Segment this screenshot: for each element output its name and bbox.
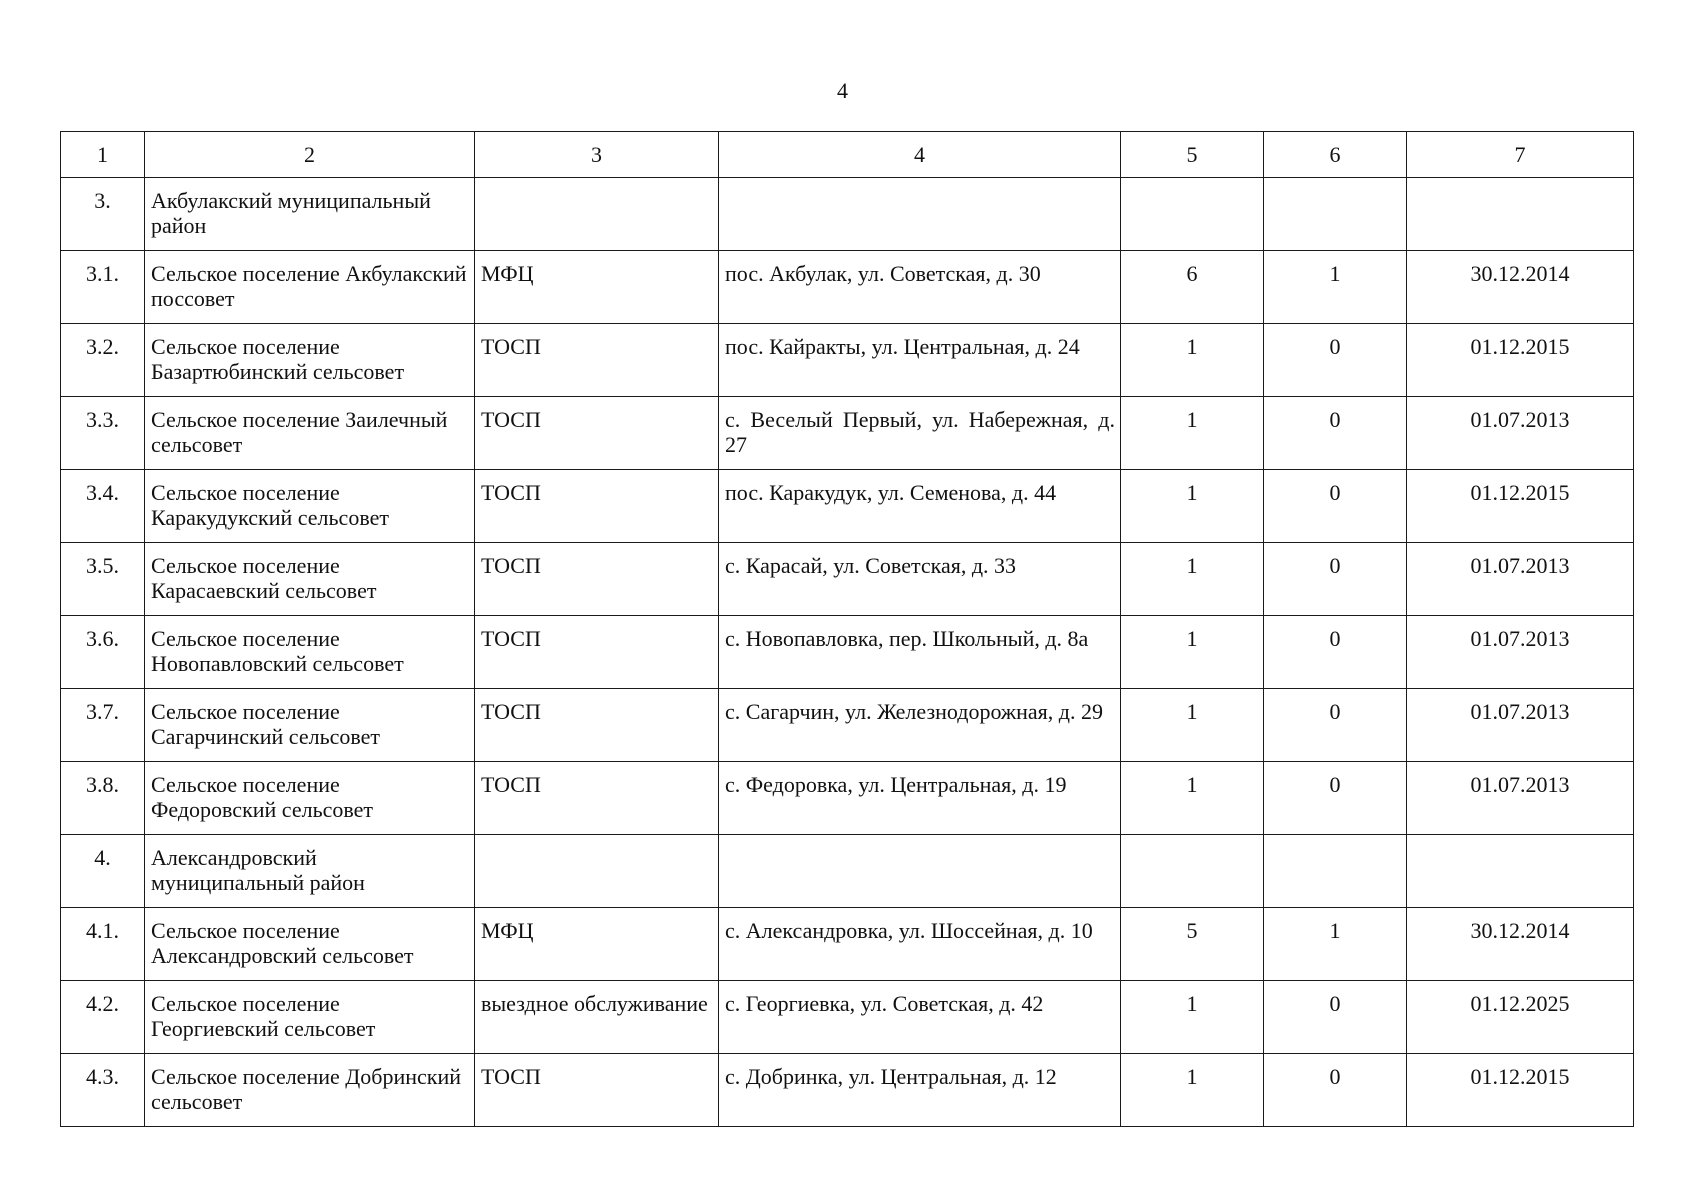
- row-number-cell: [61, 397, 145, 470]
- settlement-name: Сельское поселение Федоровский сельсовет: [151, 772, 374, 822]
- office-type: ТОСП: [481, 772, 541, 797]
- header-col-4: 4: [719, 132, 1121, 178]
- date-value: 01.12.2015: [1470, 1064, 1570, 1089]
- settlement-name: Сельское поселение Базартюбинский сельсовет: [151, 334, 405, 384]
- table-row: [61, 981, 1634, 1054]
- office-type-cell: [475, 908, 719, 981]
- office-type-cell: [475, 616, 719, 689]
- settlement-name-cell: [145, 762, 475, 835]
- settlement-name-cell: [145, 324, 475, 397]
- col5-cell: [1121, 470, 1264, 543]
- col5-cell: [1121, 1054, 1264, 1127]
- office-type-cell: [475, 762, 719, 835]
- date-cell: [1407, 324, 1634, 397]
- col5-cell: [1121, 981, 1264, 1054]
- row-number-cell: [61, 689, 145, 762]
- date-cell: [1407, 689, 1634, 762]
- col6-cell: [1264, 835, 1407, 908]
- address-cell: [719, 835, 1121, 908]
- office-type: [475, 178, 718, 188]
- date-value: 01.12.2015: [1470, 334, 1570, 359]
- row-number: 3.: [94, 188, 111, 213]
- date-cell: [1407, 397, 1634, 470]
- office-type: ТОСП: [481, 407, 541, 432]
- office-type: выездное обслуживание: [481, 991, 708, 1016]
- col5-value: 1: [1186, 480, 1198, 505]
- table-row: [61, 324, 1634, 397]
- office-type: ТОСП: [481, 626, 541, 651]
- row-number-cell: [61, 543, 145, 616]
- date-value: [1407, 835, 1633, 845]
- office-type-cell: [475, 1054, 719, 1127]
- header-row: [61, 132, 1634, 178]
- col5-cell: [1121, 543, 1264, 616]
- office-type: МФЦ: [481, 261, 534, 286]
- row-number-cell: [61, 616, 145, 689]
- date-value: 30.12.2014: [1470, 918, 1570, 943]
- table-row: [61, 470, 1634, 543]
- col5-cell: [1121, 178, 1264, 251]
- col6-value: 0: [1329, 334, 1341, 359]
- col6-value: 0: [1329, 553, 1341, 578]
- address: с. Веселый Первый, ул. Набережная, д. 27: [725, 407, 1115, 457]
- settlement-name-cell: [145, 981, 475, 1054]
- row-number: 4.: [94, 845, 111, 870]
- col6-value: 0: [1329, 407, 1341, 432]
- header-col-3: 3: [475, 132, 719, 178]
- date-cell: [1407, 981, 1634, 1054]
- settlement-name-cell: [145, 1054, 475, 1127]
- date-cell: [1407, 251, 1634, 324]
- date-value: 30.12.2014: [1470, 261, 1570, 286]
- table-row: [61, 616, 1634, 689]
- address: с. Сагарчин, ул. Железнодорожная, д. 29: [725, 699, 1103, 724]
- row-number: 4.1.: [86, 918, 119, 943]
- col5-value: 5: [1186, 918, 1198, 943]
- address-cell: [719, 178, 1121, 251]
- col6-cell: [1264, 324, 1407, 397]
- table-header: [61, 132, 1634, 178]
- col5-value: 1: [1186, 407, 1198, 432]
- col6-cell: [1264, 908, 1407, 981]
- office-type: ТОСП: [481, 553, 541, 578]
- col6-value: 1: [1329, 261, 1341, 286]
- date-cell: [1407, 543, 1634, 616]
- row-number-cell: [61, 981, 145, 1054]
- address: пос. Каракудук, ул. Семенова, д. 44: [725, 480, 1057, 505]
- col6-cell: [1264, 616, 1407, 689]
- settlement-name: Сельское поселение Карасаевский сельсовет: [151, 553, 377, 603]
- table-row: [61, 178, 1634, 251]
- address-cell: [719, 689, 1121, 762]
- table-row: [61, 835, 1634, 908]
- settlement-name: Сельское поселение Каракудукский сельсовет: [151, 480, 389, 530]
- col6-cell: [1264, 689, 1407, 762]
- settlement-name-cell: [145, 251, 475, 324]
- date-value: 01.07.2013: [1470, 699, 1570, 724]
- date-cell: [1407, 178, 1634, 251]
- office-type: ТОСП: [481, 1064, 541, 1089]
- table-row: [61, 908, 1634, 981]
- col6-value: [1264, 835, 1406, 845]
- office-type-cell: [475, 251, 719, 324]
- col6-value: 0: [1329, 772, 1341, 797]
- header-col-6: 6: [1264, 132, 1407, 178]
- address: с. Федоровка, ул. Центральная, д. 19: [725, 772, 1067, 797]
- col6-value: 0: [1329, 699, 1341, 724]
- col5-value: 1: [1186, 699, 1198, 724]
- row-number-cell: [61, 324, 145, 397]
- office-type: ТОСП: [481, 480, 541, 505]
- address-cell: [719, 470, 1121, 543]
- address-cell: [719, 1054, 1121, 1127]
- office-type-cell: [475, 981, 719, 1054]
- address: пос. Акбулак, ул. Советская, д. 30: [725, 261, 1041, 286]
- date-value: 01.07.2013: [1470, 407, 1570, 432]
- address-cell: [719, 543, 1121, 616]
- col5-value: 1: [1186, 1064, 1198, 1089]
- settlement-name: Сельское поселение Заилечный сельсовет: [151, 407, 448, 457]
- col5-value: 1: [1186, 626, 1198, 651]
- table-row: [61, 397, 1634, 470]
- settlement-name: Акбулакский муниципальный район: [151, 188, 431, 238]
- col6-cell: [1264, 543, 1407, 616]
- header-col-1: 1: [61, 132, 145, 178]
- col6-value: 0: [1329, 991, 1341, 1016]
- office-type: ТОСП: [481, 334, 541, 359]
- table-body: [61, 178, 1634, 1127]
- row-number: 3.2.: [86, 334, 119, 359]
- settlement-name: Сельское поселение Георгиевский сельсовет: [151, 991, 376, 1041]
- col5-cell: [1121, 908, 1264, 981]
- date-cell: [1407, 616, 1634, 689]
- row-number: 4.2.: [86, 991, 119, 1016]
- col6-cell: [1264, 251, 1407, 324]
- address: [719, 178, 1120, 188]
- settlement-name-cell: [145, 543, 475, 616]
- row-number-cell: [61, 470, 145, 543]
- date-value: 01.12.2025: [1470, 991, 1570, 1016]
- address: [719, 835, 1120, 845]
- date-cell: [1407, 908, 1634, 981]
- header-col-2: 2: [145, 132, 475, 178]
- address-cell: [719, 981, 1121, 1054]
- settlement-name: Сельское поселение Добринский сельсовет: [151, 1064, 462, 1114]
- office-type-cell: [475, 324, 719, 397]
- registry-table: [60, 131, 1634, 1127]
- col5-value: 1: [1186, 991, 1198, 1016]
- settlement-name: Сельское поселение Александровский сельсовет: [151, 918, 414, 968]
- office-type-cell: [475, 178, 719, 251]
- settlement-name: Сельское поселение Сагарчинский сельсовет: [151, 699, 381, 749]
- header-col-7: 7: [1407, 132, 1634, 178]
- settlement-name: Сельское поселение Акбулакский поссовет: [151, 261, 467, 311]
- settlement-name-cell: [145, 908, 475, 981]
- col5-cell: [1121, 835, 1264, 908]
- settlement-name-cell: [145, 397, 475, 470]
- date-value: 01.07.2013: [1470, 553, 1570, 578]
- col6-value: 0: [1329, 1064, 1341, 1089]
- office-type-cell: [475, 543, 719, 616]
- address-cell: [719, 397, 1121, 470]
- row-number-cell: [61, 908, 145, 981]
- header-col-5: 5: [1121, 132, 1264, 178]
- col5-cell: [1121, 689, 1264, 762]
- date-cell: [1407, 835, 1634, 908]
- office-type: ТОСП: [481, 699, 541, 724]
- page-number: 4: [837, 78, 848, 103]
- office-type-cell: [475, 470, 719, 543]
- address-cell: [719, 324, 1121, 397]
- row-number: 3.5.: [86, 553, 119, 578]
- col6-value: 1: [1329, 918, 1341, 943]
- row-number-cell: [61, 178, 145, 251]
- office-type-cell: [475, 835, 719, 908]
- row-number: 3.1.: [86, 261, 119, 286]
- row-number: 4.3.: [86, 1064, 119, 1089]
- address: с. Александровка, ул. Шоссейная, д. 10: [725, 918, 1093, 943]
- office-type: [475, 835, 718, 845]
- address-cell: [719, 762, 1121, 835]
- col6-value: 0: [1329, 626, 1341, 651]
- col6-value: [1264, 178, 1406, 188]
- date-cell: [1407, 470, 1634, 543]
- settlement-name-cell: [145, 470, 475, 543]
- date-value: 01.12.2015: [1470, 480, 1570, 505]
- settlement-name-cell: [145, 835, 475, 908]
- date-cell: [1407, 1054, 1634, 1127]
- row-number: 3.3.: [86, 407, 119, 432]
- table-row: [61, 762, 1634, 835]
- col5-value: [1121, 178, 1263, 188]
- date-value: [1407, 178, 1633, 188]
- row-number: 3.8.: [86, 772, 119, 797]
- row-number: 3.7.: [86, 699, 119, 724]
- row-number-cell: [61, 835, 145, 908]
- col5-value: 6: [1186, 261, 1198, 286]
- address: с. Новопавловка, пер. Школьный, д. 8а: [725, 626, 1089, 651]
- col6-cell: [1264, 981, 1407, 1054]
- col5-value: 1: [1186, 772, 1198, 797]
- col6-cell: [1264, 762, 1407, 835]
- date-value: 01.07.2013: [1470, 626, 1570, 651]
- col5-cell: [1121, 397, 1264, 470]
- address-cell: [719, 908, 1121, 981]
- settlement-name-cell: [145, 689, 475, 762]
- address: пос. Кайракты, ул. Центральная, д. 24: [725, 334, 1080, 359]
- col5-value: 1: [1186, 553, 1198, 578]
- office-type: МФЦ: [481, 918, 534, 943]
- office-type-cell: [475, 397, 719, 470]
- office-type-cell: [475, 689, 719, 762]
- date-cell: [1407, 762, 1634, 835]
- address: с. Георгиевка, ул. Советская, д. 42: [725, 991, 1044, 1016]
- settlement-name: Сельское поселение Новопавловский сельсовет: [151, 626, 404, 676]
- settlement-name: Александровский муниципальный район: [151, 845, 365, 895]
- date-value: 01.07.2013: [1470, 772, 1570, 797]
- table-row: [61, 689, 1634, 762]
- col5-value: [1121, 835, 1263, 845]
- address-cell: [719, 616, 1121, 689]
- table-row: [61, 251, 1634, 324]
- address: с. Добринка, ул. Центральная, д. 12: [725, 1064, 1057, 1089]
- col5-value: 1: [1186, 334, 1198, 359]
- row-number-cell: [61, 1054, 145, 1127]
- col5-cell: [1121, 616, 1264, 689]
- col6-value: 0: [1329, 480, 1341, 505]
- settlement-name-cell: [145, 616, 475, 689]
- col6-cell: [1264, 1054, 1407, 1127]
- col6-cell: [1264, 397, 1407, 470]
- col5-cell: [1121, 251, 1264, 324]
- address: с. Карасай, ул. Советская, д. 33: [725, 553, 1017, 578]
- col5-cell: [1121, 324, 1264, 397]
- table-row: [61, 1054, 1634, 1127]
- address-cell: [719, 251, 1121, 324]
- row-number: 3.6.: [86, 626, 119, 651]
- row-number: 3.4.: [86, 480, 119, 505]
- table-row: [61, 543, 1634, 616]
- col5-cell: [1121, 762, 1264, 835]
- row-number-cell: [61, 251, 145, 324]
- col6-cell: [1264, 470, 1407, 543]
- settlement-name-cell: [145, 178, 475, 251]
- col6-cell: [1264, 178, 1407, 251]
- row-number-cell: [61, 762, 145, 835]
